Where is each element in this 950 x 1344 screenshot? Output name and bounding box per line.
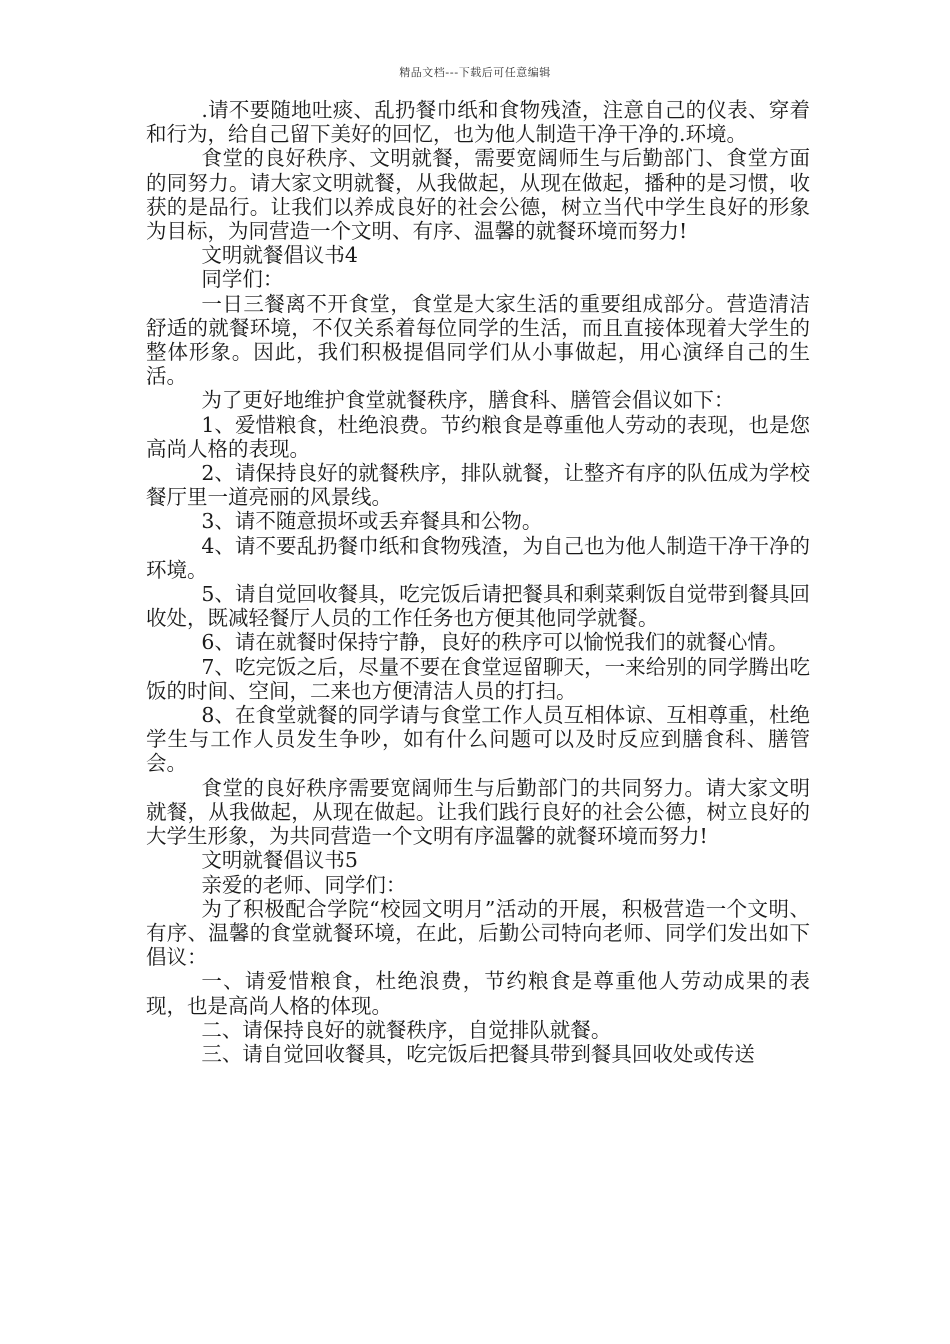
paragraph: 食堂的良好秩序、文明就餐，需要宽阔师生与后勤部门、食堂方面的同努力。请大家文明就餐，从我做起，从现在做起，播种的是习惯，收获的是品行。让我们以养成良好的社会公德，树立当代中学生良好的形象为目标，为同营造一个文明、有序、温馨的就餐环境而努力! <box>146 146 810 244</box>
paragraph: 食堂的良好秩序需要宽阔师生与后勤部门的共同努力。请大家文明就餐，从我做起，从现在做起。让我们践行良好的社会公德，树立良好的大学生形象，为共同营造一个文明有序温馨的就餐环境而努力! <box>146 775 810 849</box>
salutation: 同学们： <box>201 267 284 292</box>
paragraph: .请不要随地吐痰、乱扔餐巾纸和食物残渣，注意自己的仪表、穿着和行为，给自己留下美好的回忆，也为他人制造干净干净的.环境。 <box>146 98 810 147</box>
list-item: 一、请爱惜粮食，杜绝浪费，节约粮食是尊重他人劳动成果的表现，也是高尚人格的体现。 <box>146 969 810 1018</box>
section-heading: 文明就餐倡议书4 <box>201 243 358 268</box>
paragraph: 为了积极配合学院“校园文明月”活动的开展，积极营造一个文明、有序、温馨的食堂就餐环境，在此，后勤公司特向老师、同学们发出如下倡议： <box>146 896 810 970</box>
list-item: 二、请保持良好的就餐秩序，自觉排队就餐。 <box>201 1017 612 1042</box>
list-item: 7、吃完饭之后，尽量不要在食堂逗留聊天，一来给别的同学腾出吃饭的时间、空间，二来也方便清洁人员的打扫。 <box>146 654 810 703</box>
list-item: 5、请自觉回收餐具，吃完饭后请把餐具和剩菜剩饭自觉带到餐具回收处，既减轻餐厅人员的工作任务也方便其他同学就餐。 <box>146 582 810 631</box>
page-header: 精品文档---下载后可任意编辑 <box>399 66 551 79</box>
list-item: 三、请自觉回收餐具，吃完饭后把餐具带到餐具回收处或传送 <box>201 1041 755 1066</box>
salutation: 亲爱的老师、同学们： <box>201 872 407 897</box>
list-item: 6、请在就餐时保持宁静，良好的秩序可以愉悦我们的就餐心情。 <box>201 630 789 655</box>
paragraph: 为了更好地维护食堂就餐秩序，膳食科、膳管会倡议如下： <box>201 388 735 413</box>
paragraph: 一日三餐离不开食堂，食堂是大家生活的重要组成部分。营造清洁舒适的就餐环境，不仅关系着每位同学的生活，而且直接体现着大学生的整体形象。因此，我们积极提倡同学们从小事做起，用心演绎自己的生活。 <box>146 291 810 389</box>
list-item: 4、请不要乱扔餐巾纸和食物残渣，为自己也为他人制造干净干净的环境。 <box>146 533 810 582</box>
section-heading: 文明就餐倡议书5 <box>201 848 358 873</box>
list-item: 2、请保持良好的就餐秩序，排队就餐，让整齐有序的队伍成为学校餐厅里一道亮丽的风景线。 <box>146 461 810 510</box>
list-item: 8、在食堂就餐的同学请与食堂工作人员互相体谅、互相尊重，杜绝学生与工作人员发生争吵，如有什么问题可以及时反应到膳食科、膳管会。 <box>146 703 810 776</box>
list-item: 3、请不随意损坏或丢弃餐具和公物。 <box>201 509 543 534</box>
list-item: 1、爱惜粮食，杜绝浪费。节约粮食是尊重他人劳动的表现，也是您高尚人格的表现。 <box>146 412 810 461</box>
document-body <box>146 98 810 1066</box>
